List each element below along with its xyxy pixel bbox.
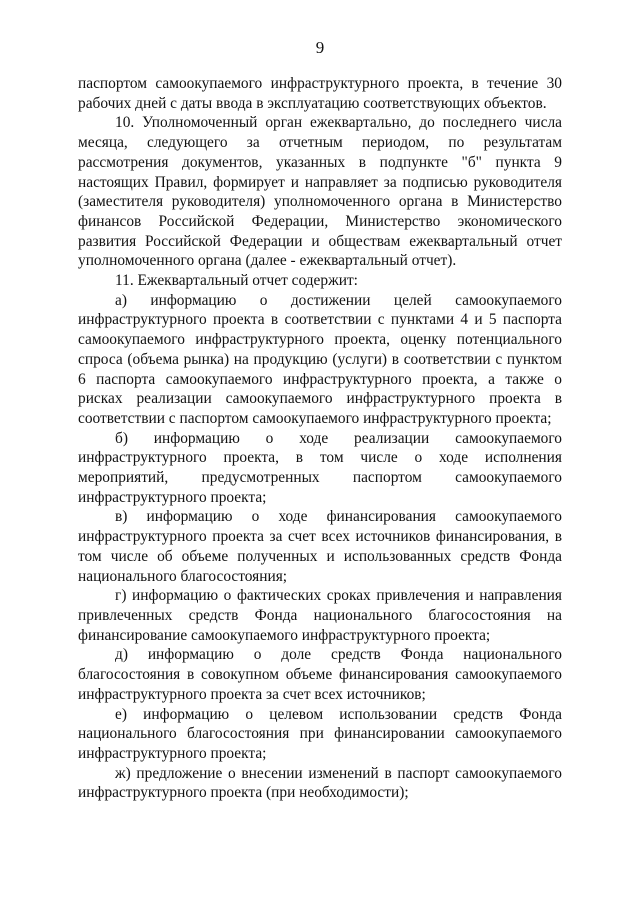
paragraph-continuation: паспортом самоокупаемого инфраструктурного проекта, в течение 30 рабочих дней с даты ввода в эксплуатацию соответствующих объектов. (78, 75, 562, 112)
paragraph-subitem-e: е) информацию о целевом использовании средств Фонда национального благосостояния при финансировании самоокупаемого инфраструктурного проекта; (78, 705, 562, 762)
paragraph-subitem-b: б) информацию о ходе реализации самоокупаемого инфраструктурного проекта, в том числе о ходе исполнения мероприятий, предусмотренных паспортом самоокупаемого инфраструктурного проекта; (78, 429, 562, 506)
paragraph-subitem-g: г) информацию о фактических сроках привлечения и направления привлеченных средств Фонда национального благосостояния на финансирование самоокупаемого инфраструктурного проекта; (78, 587, 562, 644)
paragraph-item-11: 11. Ежеквартальный отчет содержит: (115, 272, 358, 290)
document-body (78, 74, 562, 803)
paragraph-subitem-d: д) информацию о доле средств Фонда национального благосостояния в совокупном объеме финансирования самоокупаемого инфраструктурного проекта за счет всех источников; (78, 646, 562, 703)
paragraph-subitem-v: в) информацию о ходе финансирования самоокупаемого инфраструктурного проекта за счет всех источников финансирования, в том числе об объеме полученных и использованных средств Фонда национального благосостояния; (78, 508, 562, 585)
page-number: 9 (315, 38, 325, 57)
paragraph-item-10: 10. Уполномоченный орган ежеквартально, до последнего числа месяца, следующего за отчетным периодом, по результатам рассмотрения документов, указанных в подпункте "б" пункта 9 настоящих Правил, формирует и направляет за подписью руководителя (заместителя руководителя) уполномоченного органа в Министерство финансов Российской Федерации, Министерство экономического развития Российской Федерации и обществам ежеквартальный отчет уполномоченного органа (далее - ежеквартальный отчет). (78, 114, 562, 270)
paragraph-subitem-a: а) информацию о достижении целей самоокупаемого инфраструктурного проекта в соответствии с пунктами 4 и 5 паспорта самоокупаемого инфраструктурного проекта, оценку потенциального спроса (объема рынка) на продукцию (услуги) в соответствии с пунктом 6 паспорта самоокупаемого инфраструктурного проекта, а также о рисках реализации самоокупаемого инфраструктурного проекта в соответствии с паспортом самоокупаемого инфраструктурного проекта; (78, 291, 562, 427)
paragraph-subitem-zh: ж) предложение о внесении изменений в паспорт самоокупаемого инфраструктурного проекта (при необходимости); (78, 764, 562, 802)
